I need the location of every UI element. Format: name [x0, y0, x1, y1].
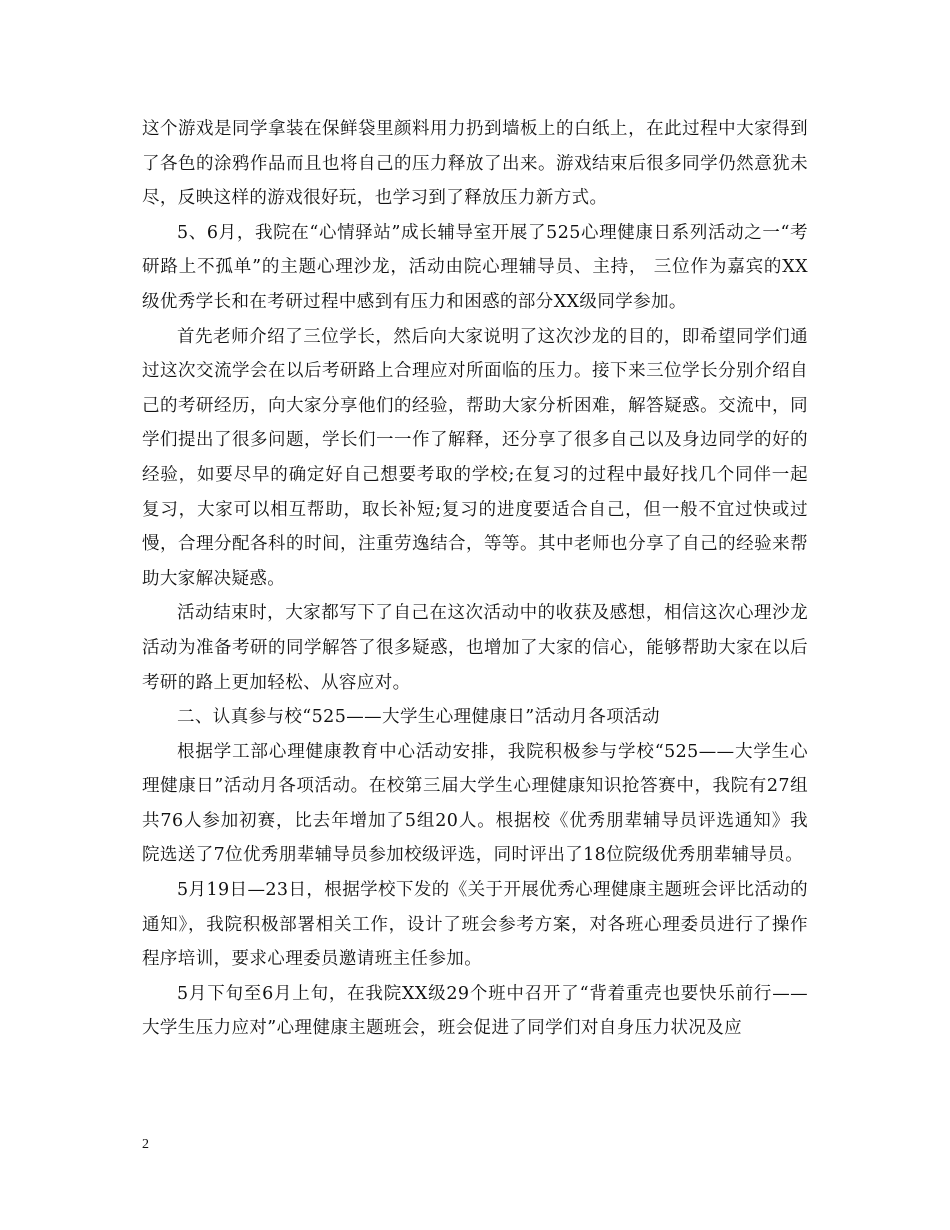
- paragraph-game-description: 这个游戏是同学拿装在保鲜袋里颜料用力扔到墙板上的白纸上，在此过程中大家得到了各色的涂鸦作品而且也将自己的压力释放了出来。游戏结束后很多同学仍然意犹未尽，反映这样的游戏很好玩，也学习到了释放压力新方式。: [142, 119, 808, 209]
- section-heading: 二、认真参与校“525——大学生心理健康日”活动月各项活动: [177, 707, 660, 728]
- paragraph-class-meeting-prep: 5月19日—23日，根据学校下发的《关于开展优秀心理健康主题班会评比活动的通知》，我院积极部署相关工作，设计了班会参考方案，对各班心理委员进行了操作程序培训，要求心理委员邀请班主任参加。: [142, 880, 808, 970]
- paragraph-activity-month: 根据学工部心理健康教育中心活动安排，我院积极参与学校“525——大学生心理健康日”活动月各项活动。在校第三届大学生心理健康知识抢答赛中，我院有27组共76人参加初赛，比去年增加了5组20人。根据校《优秀朋辈辅导员评选通知》我院选送了7位优秀朋辈辅导员参加校级评选，同时评出了18位院级优秀朋辈辅导员。: [142, 741, 808, 866]
- document-body: [142, 112, 808, 1046]
- page-number: 2: [142, 1137, 149, 1152]
- paragraph-salon-process: 首先老师介绍了三位学长，然后向大家说明了这次沙龙的目的，即希望同学们通过这次交流学会在以后考研路上合理应对所面临的压力。接下来三位学长分别介绍自己的考研经历，向大家分享他们的经验，帮助大家分析困难，解答疑惑。交流中，同学们提出了很多问题，学长们一一作了解释，还分享了很多自己以及身边同学的好的经验，如要尽早的确定好自己想要考取的学校;在复习的过程中最好找几个同伴一起复习，大家可以相互帮助，取长补短;复习的进度要适合自己，但一般不宜过快或过慢，合理分配各科的时间，注重劳逸结合，等等。其中老师也分享了自己的经验来帮助大家解决疑惑。: [142, 326, 808, 589]
- paragraph-salon-conclusion: 活动结束时，大家都写下了自己在这次活动中的收获及感想，相信这次心理沙龙活动为准备考研的同学解答了很多疑惑，也增加了大家的信心，能够帮助大家在以后考研的路上更加轻松、从容应对。: [142, 603, 808, 693]
- paragraph-class-meeting: 5月下旬至6月上旬，在我院XX级29个班中召开了“背着重壳也要快乐前行——大学生压力应对”心理健康主题班会，班会促进了同学们对自身压力状况及应: [142, 983, 808, 1039]
- paragraph-salon-intro: 5、6月，我院在“心情驿站”成长辅导室开展了525心理健康日系列活动之一“考研路上不孤单”的主题心理沙龙，活动由院心理辅导员、主持， 三位作为嘉宾的XX级优秀学长和在考研过程中感到有压力和困惑的部分XX级同学参加。: [142, 222, 808, 312]
